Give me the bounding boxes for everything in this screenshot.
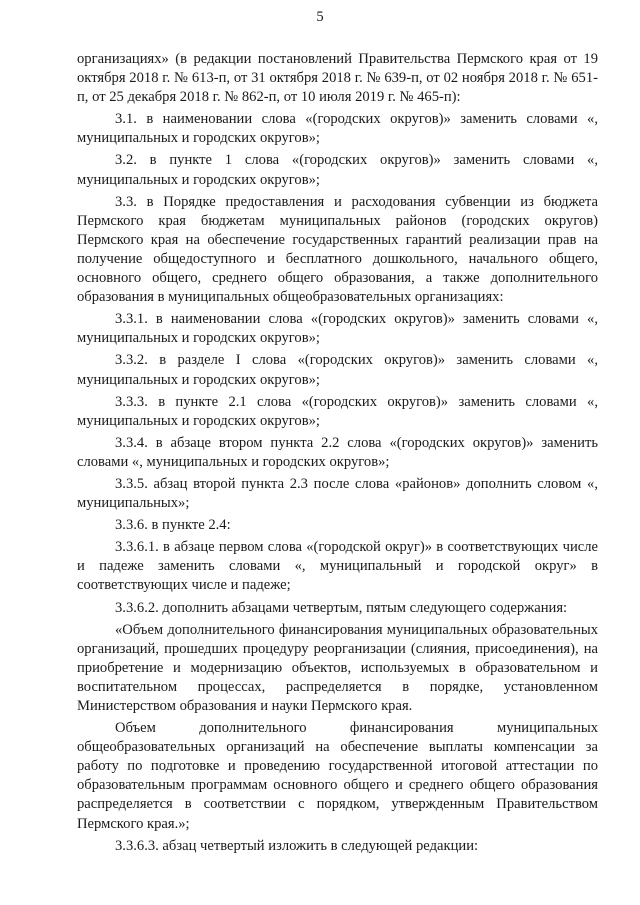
paragraph: 3.3.4. в абзаце втором пункта 2.2 слова «(городских округов)» заменить словами «, муниципальных и городских округов»; [77,434,598,470]
paragraph: 3.3.6.3. абзац четвертый изложить в следующей редакции: [115,837,479,854]
paragraph: 3.1. в наименовании слова «(городских округов)» заменить словами «, муниципальных и городских округов»; [77,111,598,147]
paragraph: 3.3.1. в наименовании слова «(городских округов)» заменить словами «, муниципальных и городских округов»; [77,311,598,347]
paragraph: 3.3.5. абзац второй пункта 2.3 после слова «районов» дополнить словом «, муниципальных»; [77,475,598,512]
paragraph: организациях» (в редакции постановлений Правительства Пермского края от 19 октября 2018 г. № 613-п, от 31 октября 2018 г. № 639-п, от 02 ноября 2018 г. № 651-п, от 25 декабря 2018 г. № 862-п, от 10 июля 2019 г. № 465-п): [77,51,598,106]
paragraph: 3.3.2. в разделе I слова «(городских округов)» заменить словами «, муниципальных и городских округов»; [77,352,598,388]
paragraph: 3.2. в пункте 1 слова «(городских округов)» заменить словами «, муниципальных и городских округов»; [77,152,598,188]
paragraph: 3.3.3. в пункте 2.1 слова «(городских округов)» заменить словами «, муниципальных и городских округов»; [77,393,598,429]
paragraph: 3.3.6. в пункте 2.4: [115,517,231,534]
paragraph: 3.3. в Порядке предоставления и расходования субвенции из бюджета Пермского края бюджетам муниципальных районов (городских округов) Пермского края на обеспечение государственных гарантий реализации прав на получение общедоступного и бесплатного дошкольного, начального общего, основного общего, среднего общего образования, а также дополнительного образования в муниципальных общеобразовательных организациях: [77,193,598,306]
paragraph: 3.3.6.2. дополнить абзацами четвертым, пятым следующего содержания: [115,599,568,616]
paragraph: 3.3.6.1. в абзаце первом слова «(городской округ)» в соответствующих числе и падеже заменить словами «, муниципальный и городской округ» в соответствующих числе и падеже; [77,539,598,594]
paragraph: «Объем дополнительного финансирования муниципальных образовательных организаций, прошедших процедуру реорганизации (слияния, присоединения), на приобретение и модернизацию объектов, используемых в образовательном и воспитательном процессах, распределяется в порядке, установленном Министерством образования и науки Пермского края. [77,621,598,714]
paragraph: Объем дополнительного финансирования муниципальных общеобразовательных организаций на обеспечение выплаты компенсации за работу по подготовке и проведению государственной итоговой аттестации по образовательным программам основного общего и среднего общего образования распределяется в соответствии с порядком, утвержденным Правительством Пермского края.»; [77,720,598,832]
document-body [77,50,598,856]
page-number: 5 [316,9,324,25]
